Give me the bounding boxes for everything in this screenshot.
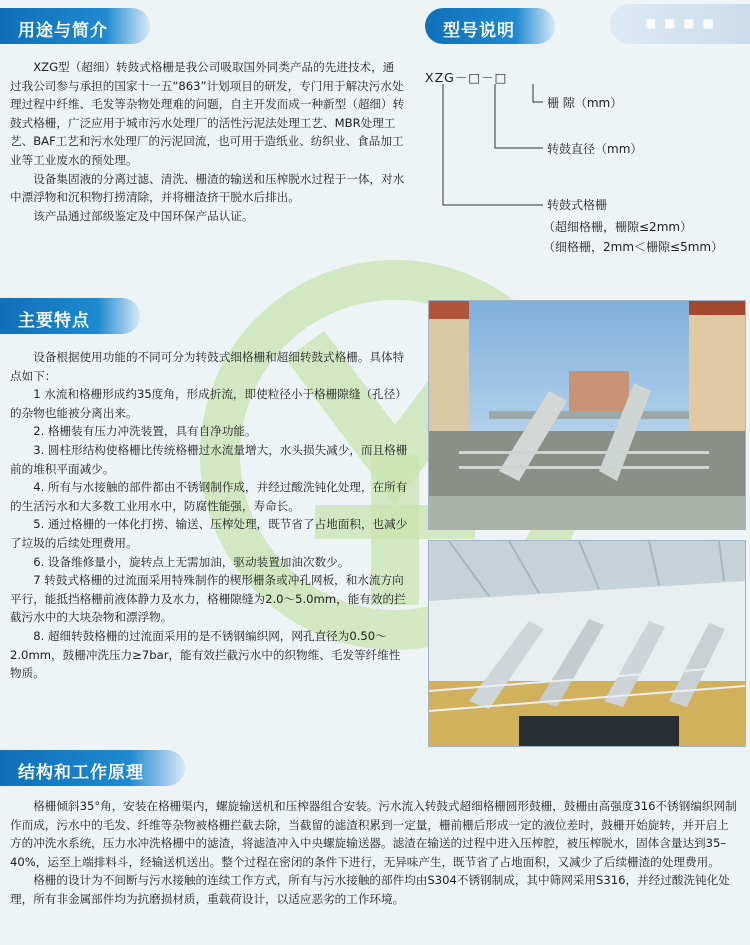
feature-item: 5. 通过格栅的一体化打捞、输送、压榨处理，既节省了占地面积，也减少了垃圾的后续处理费用。: [10, 517, 408, 550]
feature-item: 8. 超细转鼓格栅的过流面采用的是不锈钢编织网，网孔直径为0.50～2.0mm，鼓栅冲洗压力≥7bar，能有效拦截污水中的织物维、毛发等纤维性物质。: [10, 628, 401, 681]
structure-section-title: 结构和工作原理: [18, 763, 144, 783]
usage-paragraph-1: XZG型（超细）转鼓式格栅是我公司吸取国外同类产品的先进技术，通过我公司参与承担的国家十一五“863”计划项目的研发，专门用于解决污水处理过程中纤维、毛发等杂物处理难的问题，自主开发而成一种新型（超细）转鼓式格栅，广泛应用于城市污水处理厂的活性污泥法处理工艺、MBR处理工艺、BAF工艺和污水处理厂的污泥回流，也可用于造纸业、纺织业、食品加工业等工业废水的预处理。: [10, 60, 405, 167]
usage-paragraph-3: 该产品通过部级鉴定及中国环保产品认证。: [33, 208, 254, 223]
feature-item: 1 水流和格栅形成约35度角，形成折流，即使粒径小于格栅隙缝（孔径）的杂物也能被分离出来。: [10, 387, 407, 420]
feature-item: 7 转鼓式格栅的过流面采用特殊制作的楔形栅条或冲孔网板，和水流方向平行，能抵挡格栅前液体静力及水力，格栅隙缝为2.0～5.0mm，能有效的拦截污水中的大块杂物和漂浮物。: [10, 573, 406, 625]
feature-item: 3. 圆柱形结构使格栅比传统格栅过水流量增大，水头损失减少，而且格栅前的堆积平面减少。: [10, 442, 408, 476]
structure-text: [10, 797, 740, 908]
structure-section-header: [0, 750, 185, 786]
model-code-diagram: [425, 58, 745, 258]
structure-paragraph-1: 格栅倾斜35°角，安装在格栅渠内，螺旋输送机和压榨器组合安装。污水流入转鼓式超细格栅圆形鼓栅，鼓栅由高强度316不锈钢编织网制作而成，污水中的毛发、纤维等杂物被格栅拦截去除，当截留的滤渣积累到一定量，栅前栅后形成一定的液位差时，鼓栅开始旋转，并开启上方的冲洗水系统，压力水冲洗格栅中的滤渣，将滤渣冲入中央螺旋输送器。滤渣在输送的过程中进入压榨腔，被压榨脱水，固体含量达到35–40%，运至上端排料斗，经输送机送出。整个过程在密闭的条件下进行，无异味产生，既节省了占地面积，又减少了后续栅渣的处理费用。: [10, 799, 737, 869]
fine-label: （细格栅，2mm＜栅隙≤5mm）: [543, 240, 724, 254]
features-list: [10, 348, 410, 683]
drum-diameter-label: 转鼓直径（mm）: [547, 142, 643, 156]
indoor-installation-photo: [428, 540, 746, 747]
drum-screen-label: 转鼓式格栅: [547, 198, 608, 212]
gap-label: 栅 隙（mm）: [547, 96, 623, 110]
features-intro: 设备根据使用功能的不同可分为转鼓式细格栅和超细转鼓式格栅。具体特点如下：: [10, 350, 405, 383]
usage-section-header: [0, 8, 150, 44]
feature-item: 2. 格栅装有压力冲洗装置，具有自净功能。: [33, 424, 257, 439]
feature-item: 6. 设备维修量小，旋转点上无需加油，驱动装置加油次数少。: [33, 554, 350, 569]
outdoor-installation-photo: [428, 300, 746, 530]
ultra-fine-label: （超细格栅，栅隙≤2mm）: [543, 220, 693, 234]
model-section-title: 型号说明: [443, 21, 515, 41]
model-code: XZG－□－□: [425, 70, 508, 85]
structure-paragraph-2: 格栅的设计为不间断与污水接触的连续工作方式，所有与污水接触的部件均由S304不锈钢制成，其中筛网采用S316，并经过酸洗钝化处理，所有非金属部件均为抗磨损材质，重载荷设计，以适应恶劣的工作环境。: [10, 873, 730, 906]
corner-decor-tab: ■ ■ ■ ■: [610, 4, 750, 44]
usage-section-title: 用途与简介: [18, 21, 108, 41]
features-section-header: [0, 298, 140, 334]
model-section-header: [425, 8, 555, 44]
feature-item: 4. 所有与水接触的部件都由不锈钢制作成，并经过酸洗钝化处理，在所有的生活污水和大多数工业用水中，防腐性能强，寿命长。: [10, 480, 408, 513]
features-section-title: 主要特点: [18, 311, 90, 331]
usage-paragraph-2: 设备集固液的分离过滤、清洗、栅渣的输送和压榨脱水过程于一体，对水中漂浮物和沉积物打捞清除，并将栅渣挤干脱水后排出。: [10, 171, 405, 205]
usage-text: [10, 58, 405, 225]
